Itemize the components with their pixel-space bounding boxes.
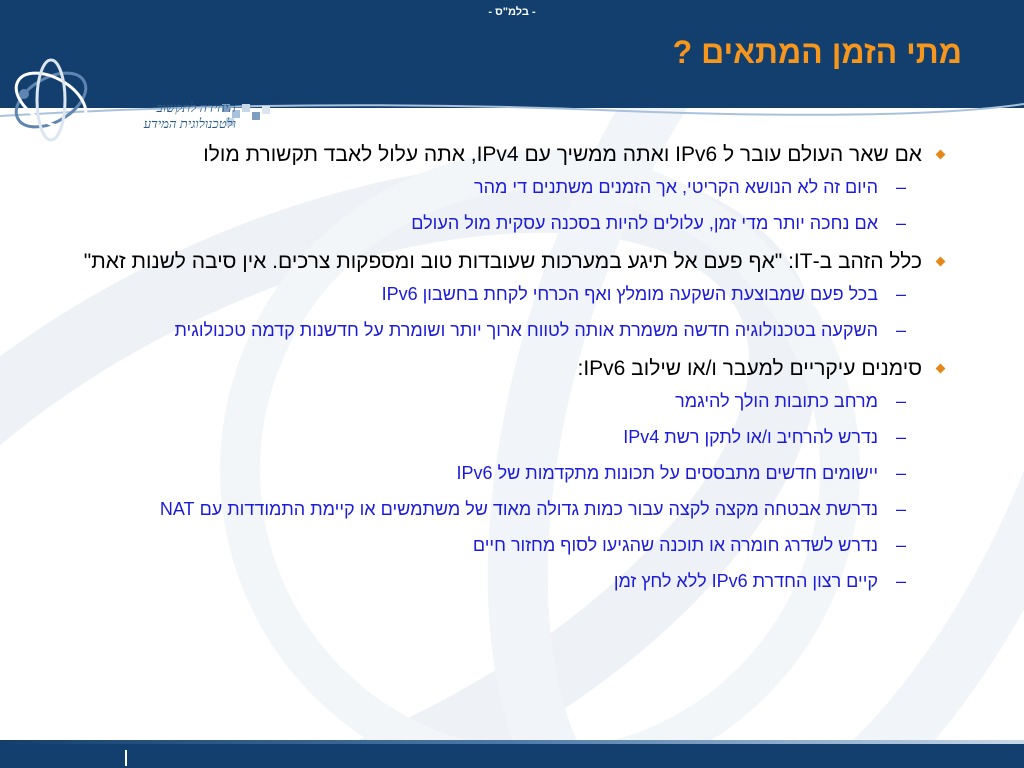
sub-bullet-text: יישומים חדשים מתבססים על תכונות מתקדמות של IPv6 <box>456 463 878 483</box>
sub-bullet-item <box>60 318 922 343</box>
logo-line-1: היחידה לתקשוב <box>156 100 236 115</box>
logo-text <box>144 100 236 132</box>
bullet-list <box>60 140 960 594</box>
dash-icon: – <box>895 391 906 411</box>
sub-bullet-text: השקעה בטכנולוגיה חדשה משמרת אותה לטווח ארוך יותר ושומרת על חדשנות קדמה טכנולוגית <box>174 320 878 340</box>
sub-bullet-list <box>60 389 922 594</box>
sub-bullet-text: קיים רצון החדרת IPv6 ללא לחץ זמן <box>613 571 878 591</box>
slide-title: מתי הזמן המתאים ? <box>672 34 962 70</box>
sub-bullet-item <box>60 211 922 236</box>
sub-bullet-text: בכל פעם שמבוצעת השקעה מומלץ ואף הכרחי לקחת בחשבון IPv6 <box>381 284 878 304</box>
dash-icon: – <box>895 535 906 555</box>
sub-bullet-item <box>60 461 922 486</box>
sub-bullet-text: נדרשת אבטחה מקצה לקצה עבור כמות גדולה מאוד של משתמשים או קיימת התמודדות עם NAT <box>159 499 878 519</box>
dash-icon: – <box>895 463 906 483</box>
logo-line-2: ולטכנולוגית המידע <box>143 116 236 131</box>
diamond-bullet-icon <box>936 364 946 374</box>
bullet-text: סימנים עיקריים למעבר ו/או שילוב IPv6: <box>577 357 922 380</box>
footer-divider <box>125 750 127 766</box>
sub-bullet-list <box>60 282 922 343</box>
dash-icon: – <box>895 284 906 304</box>
sub-bullet-item <box>60 533 922 558</box>
bullet-item <box>60 354 960 594</box>
bullet-text: אם שאר העולם עובר ל IPv6 ואתה ממשיך עם IPv4, אתה עלול לאבד תקשורת מולו <box>203 143 922 166</box>
sub-bullet-item <box>60 425 922 450</box>
dash-icon: – <box>895 177 906 197</box>
atom-logo-icon <box>6 52 96 152</box>
bullet-item <box>60 247 960 343</box>
sub-bullet-text: נדרש להרחיב ו/או לתקן רשת IPv4 <box>623 427 878 447</box>
sub-bullet-text: נדרש לשדרג חומרה או תוכנה שהגיעו לסוף מחזור חיים <box>472 535 878 555</box>
sub-bullet-text: מרחב כתובות הולך להיגמר <box>675 391 878 411</box>
classification-label: - בלמ"ס - <box>488 6 536 18</box>
org-logo <box>6 52 236 152</box>
footer-band <box>0 744 1024 768</box>
dash-icon: – <box>895 213 906 233</box>
slide-content <box>60 140 960 605</box>
diamond-bullet-icon <box>936 150 946 160</box>
dash-icon: – <box>895 427 906 447</box>
dash-icon: – <box>895 320 906 340</box>
diamond-bullet-icon <box>936 257 946 267</box>
sub-bullet-text: היום זה לא הנושא הקריטי, אך הזמנים משתנים די מהר <box>474 177 878 197</box>
dash-icon: – <box>895 499 906 519</box>
sub-bullet-text: אם נחכה יותר מדי זמן, עלולים להיות בסכנה עסקית מול העולם <box>411 213 878 233</box>
sub-bullet-item <box>60 569 922 594</box>
bullet-text: כלל הזהב ב-IT: "אף פעם אל תיגע במערכות שעובדות טוב ומספקות צרכים. אין סיבה לשנות זאת" <box>83 250 922 273</box>
sub-bullet-item <box>60 282 922 307</box>
bullet-item <box>60 140 960 236</box>
sub-bullet-item <box>60 175 922 200</box>
sub-bullet-item <box>60 389 922 414</box>
dash-icon: – <box>895 571 906 591</box>
sub-bullet-item <box>60 497 922 522</box>
sub-bullet-list <box>60 175 922 236</box>
